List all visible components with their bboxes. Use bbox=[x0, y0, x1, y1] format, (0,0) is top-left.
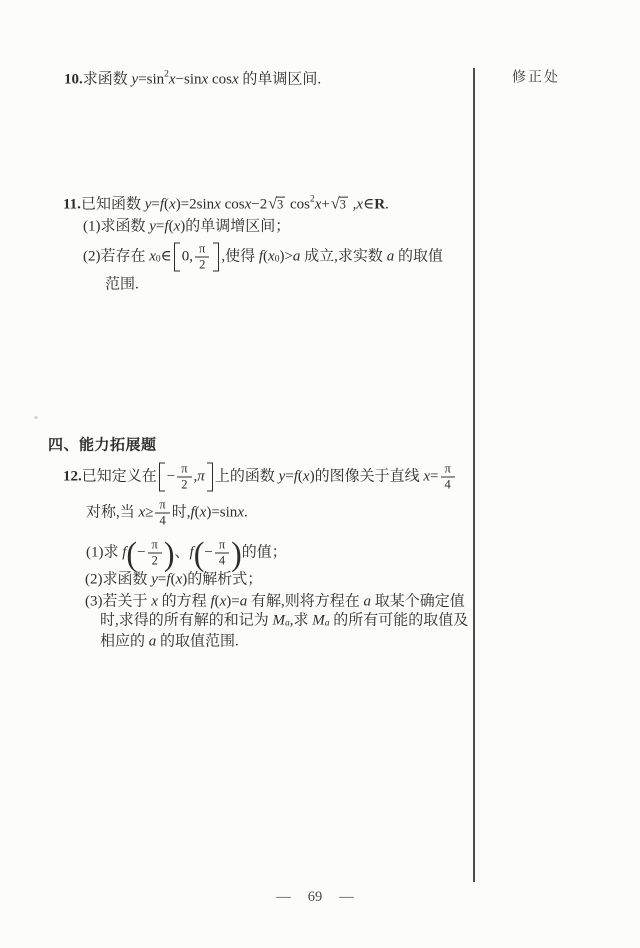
text-run: )=2sin bbox=[175, 196, 215, 213]
text-run: 求函数 bbox=[82, 71, 132, 88]
text-run: a bbox=[386, 248, 395, 265]
problem-11-line-1 bbox=[63, 196, 389, 215]
text-run: 的图像关于直线 bbox=[314, 468, 424, 485]
text-run: f bbox=[159, 196, 165, 213]
text-run: cos bbox=[224, 196, 245, 213]
right-paren: ) bbox=[231, 534, 242, 572]
text-run: x bbox=[138, 504, 146, 521]
text-run: ,使得 bbox=[221, 248, 259, 265]
text-run: a bbox=[324, 618, 330, 629]
text-run: — bbox=[276, 888, 291, 905]
text-run: 2 bbox=[310, 194, 315, 205]
text-run: 已知函数 bbox=[80, 196, 145, 213]
margin-rule bbox=[473, 68, 475, 882]
text-run: x bbox=[302, 468, 310, 485]
text-run: + bbox=[321, 196, 330, 213]
text-run: cos bbox=[286, 196, 310, 213]
text-run: 四、能力拓展题 bbox=[48, 436, 157, 454]
right-paren: ) bbox=[163, 534, 175, 572]
left-square-bracket bbox=[174, 243, 180, 272]
text-run: 12. bbox=[63, 468, 82, 485]
text-run: a bbox=[239, 593, 248, 610]
text-run: 已知定义在 bbox=[81, 468, 157, 485]
text-run: . bbox=[385, 196, 389, 213]
text-run: 时, bbox=[171, 504, 191, 521]
text-run: . bbox=[243, 504, 248, 521]
fraction bbox=[440, 462, 454, 493]
text-run: M bbox=[272, 612, 286, 629]
text-run: x bbox=[149, 248, 156, 265]
fraction-numerator: π bbox=[151, 537, 158, 552]
text-run: x bbox=[151, 593, 158, 610]
text-run: ∈ bbox=[160, 248, 172, 265]
text-run: 的单调增区间； bbox=[185, 218, 291, 235]
fraction-denominator: 2 bbox=[148, 553, 162, 569]
text-run: f bbox=[164, 218, 169, 235]
text-run: = bbox=[285, 468, 294, 485]
text-run: y bbox=[144, 196, 152, 213]
text-run: x bbox=[199, 504, 207, 521]
text-run: )=sin bbox=[206, 504, 238, 521]
text-run: y bbox=[149, 218, 156, 235]
text-run: 相应的 bbox=[100, 633, 149, 650]
problem-11-part-1 bbox=[83, 218, 290, 237]
text-run: , bbox=[348, 196, 357, 213]
text-run: 的单调区间. bbox=[238, 71, 322, 88]
text-run: (1)求函数 bbox=[83, 218, 150, 235]
text-run: − bbox=[204, 544, 213, 561]
text-run: = bbox=[151, 196, 160, 213]
text-run: 取某个确定值 bbox=[371, 593, 465, 610]
text-run: f bbox=[258, 248, 264, 265]
text-run: x bbox=[268, 248, 275, 265]
radicand: 3 bbox=[277, 198, 284, 212]
text-run: f bbox=[293, 468, 298, 485]
fraction-denominator: 4 bbox=[215, 553, 229, 569]
text-run: ( bbox=[263, 248, 269, 265]
text-run: ) bbox=[180, 218, 186, 235]
radical bbox=[268, 197, 285, 213]
text-run: 69 bbox=[307, 888, 323, 905]
radical-sign: √ bbox=[330, 196, 340, 213]
text-run: x bbox=[175, 571, 183, 588]
text-run: x bbox=[244, 196, 252, 213]
text-run: 的方程 bbox=[157, 593, 211, 610]
text-run: — bbox=[339, 888, 354, 905]
text-run: ( bbox=[214, 593, 220, 610]
text-run: = bbox=[155, 218, 165, 235]
fraction bbox=[148, 538, 162, 569]
text-run: 上的函数 bbox=[214, 468, 279, 485]
text-run: (2)若存在 bbox=[83, 248, 150, 265]
text-run: ( bbox=[170, 571, 176, 588]
left-paren: ( bbox=[193, 534, 205, 572]
problem-12-part-2 bbox=[85, 571, 262, 590]
fraction-denominator: 2 bbox=[177, 477, 191, 493]
text-run: x bbox=[237, 504, 244, 521]
problem-12-part-1 bbox=[86, 534, 287, 572]
problem-10 bbox=[64, 71, 321, 90]
text-run: ) bbox=[182, 571, 188, 588]
text-run: 的值； bbox=[241, 544, 287, 561]
text-run: ∈ bbox=[363, 196, 375, 213]
text-run: 范围. bbox=[105, 276, 139, 293]
text-run: =sin bbox=[138, 71, 165, 88]
text-run: 0, bbox=[181, 248, 194, 265]
text-run: f bbox=[166, 571, 171, 588]
text-run: a bbox=[363, 593, 372, 610]
text-run: 对称,当 bbox=[86, 504, 139, 521]
left-paren: ( bbox=[126, 534, 138, 572]
text-run: (2)求函数 bbox=[85, 571, 152, 588]
text-run: 2 bbox=[164, 69, 169, 80]
text-run: 0 bbox=[155, 254, 161, 265]
text-run: )> bbox=[279, 248, 293, 265]
fraction-denominator: 4 bbox=[441, 477, 455, 493]
text-run: 的取值范围. bbox=[156, 633, 239, 650]
text-run: f bbox=[190, 504, 195, 521]
fraction-denominator: 4 bbox=[155, 513, 169, 529]
text-run: 10. bbox=[64, 71, 83, 88]
text-run: ( bbox=[194, 504, 200, 521]
left-square-bracket bbox=[159, 463, 165, 492]
text-run: f bbox=[189, 544, 194, 561]
margin-note-label bbox=[512, 69, 560, 87]
text-run: x bbox=[423, 468, 430, 485]
text-run: x bbox=[314, 196, 322, 213]
fraction-numerator: π bbox=[218, 537, 226, 552]
text-run: 0 bbox=[274, 254, 280, 265]
text-run: x bbox=[168, 71, 176, 88]
text-run: ( bbox=[297, 468, 303, 485]
text-run: −2 bbox=[251, 196, 268, 213]
text-run: x bbox=[219, 593, 227, 610]
text-run: ,求 bbox=[289, 612, 313, 629]
text-run: a bbox=[292, 248, 301, 265]
text-run: cos bbox=[211, 71, 232, 88]
fraction-numerator: π bbox=[181, 461, 188, 476]
text-run: (1)求 bbox=[86, 544, 123, 561]
scan-speckle bbox=[34, 416, 38, 419]
text-run: y bbox=[278, 468, 286, 485]
text-run: R bbox=[374, 196, 386, 213]
text-run: = bbox=[430, 468, 439, 485]
fraction bbox=[177, 462, 191, 493]
text-run: x bbox=[231, 71, 239, 88]
text-run: − bbox=[166, 468, 176, 485]
text-run: 的所有可能的取值及 bbox=[329, 612, 469, 629]
text-run: ≥ bbox=[145, 504, 154, 521]
text-run: , bbox=[193, 468, 198, 485]
text-run: 11. bbox=[63, 196, 81, 213]
text-run: 有解,则将方程在 bbox=[247, 593, 364, 610]
problem-12-part-3-cont-1 bbox=[100, 612, 468, 631]
right-square-bracket bbox=[213, 243, 219, 272]
text-run: x bbox=[169, 196, 176, 213]
problem-11-part-2 bbox=[83, 242, 443, 273]
text-run: π bbox=[197, 468, 205, 485]
text-run: y bbox=[131, 71, 139, 88]
text-run: = bbox=[157, 571, 167, 588]
text-run: −sin bbox=[175, 71, 202, 88]
text-run: x bbox=[201, 71, 212, 88]
fraction-numerator: π bbox=[199, 241, 206, 256]
text-run: y bbox=[151, 571, 158, 588]
text-run: ) bbox=[309, 468, 315, 485]
fraction bbox=[215, 538, 229, 569]
right-square-bracket bbox=[207, 463, 213, 492]
text-run: 、 bbox=[174, 544, 190, 561]
fraction bbox=[195, 242, 209, 273]
radical bbox=[331, 197, 348, 213]
text-run: f bbox=[210, 593, 215, 610]
text-run: 时,求得的所有解的和记为 bbox=[100, 612, 273, 629]
problem-12-part-3 bbox=[85, 593, 465, 612]
text-run: 成立,求实数 bbox=[300, 248, 387, 265]
problem-12-line-1 bbox=[63, 462, 457, 493]
radicand: 3 bbox=[339, 198, 346, 212]
problem-12-line-2 bbox=[86, 498, 248, 529]
fraction bbox=[155, 498, 169, 529]
text-run: ( bbox=[164, 196, 170, 213]
fraction-denominator: 2 bbox=[195, 257, 209, 273]
text-run: 的取值 bbox=[394, 248, 443, 265]
text-run: x bbox=[214, 196, 225, 213]
text-run: − bbox=[137, 544, 146, 561]
text-run: M bbox=[312, 612, 325, 629]
text-run: a bbox=[148, 633, 157, 650]
problem-12-part-3-cont-2 bbox=[100, 633, 239, 652]
text-run: 的解析式； bbox=[187, 571, 263, 588]
text-run: f bbox=[122, 544, 127, 561]
text-run: 修正处 bbox=[512, 70, 560, 86]
problem-11-part-2-cont bbox=[105, 276, 139, 295]
fraction-numerator: π bbox=[159, 497, 166, 512]
page-number bbox=[276, 888, 354, 906]
radical-sign: √ bbox=[268, 196, 277, 213]
text-run: a bbox=[285, 618, 290, 629]
text-run: )= bbox=[226, 593, 240, 610]
text-run: x bbox=[173, 218, 181, 235]
text-run: x bbox=[356, 196, 364, 213]
fraction-numerator: π bbox=[444, 461, 451, 476]
text-run: ( bbox=[168, 218, 174, 235]
section-heading bbox=[48, 437, 157, 456]
text-run: (3)若关于 bbox=[85, 593, 152, 610]
